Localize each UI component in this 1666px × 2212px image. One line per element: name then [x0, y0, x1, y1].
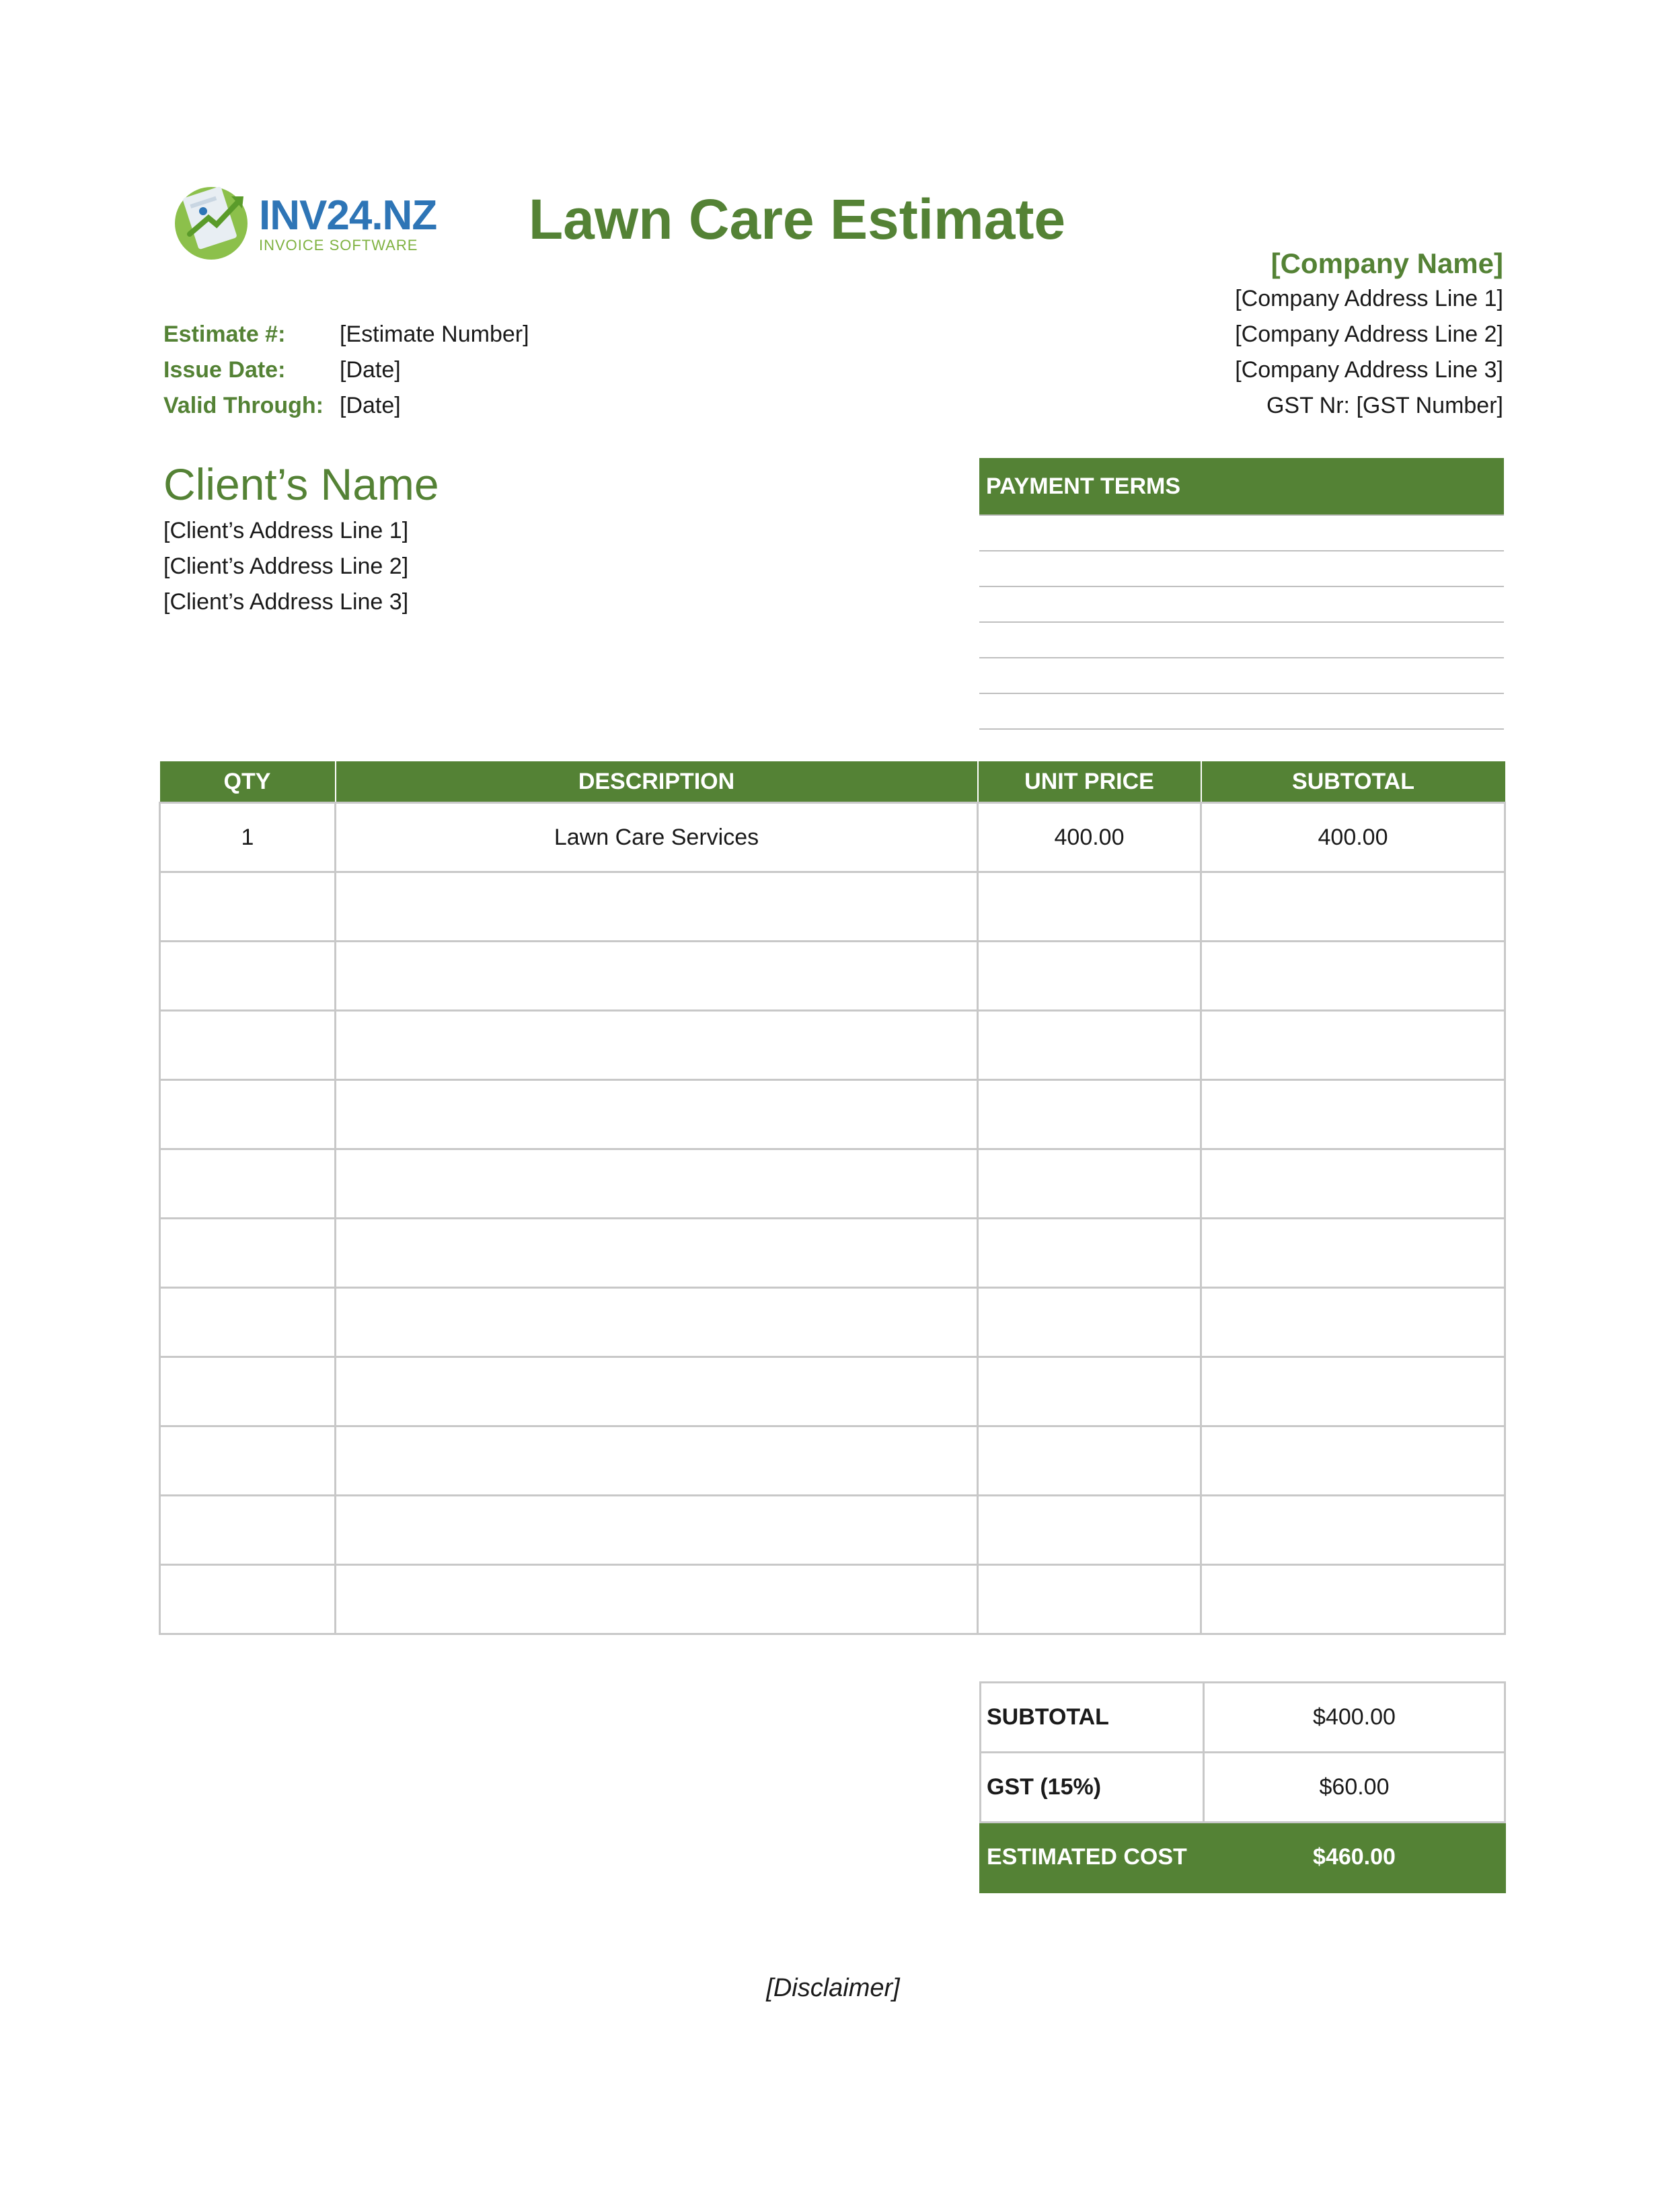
description-header: DESCRIPTION — [336, 761, 978, 803]
description-cell — [336, 1496, 978, 1565]
description-cell — [336, 1288, 978, 1357]
unit-price-cell — [978, 1149, 1201, 1219]
subtotal-cell — [1201, 1565, 1505, 1634]
payment-terms-line — [979, 550, 1504, 551]
line-items-table — [159, 761, 1506, 1635]
valid-through-value: [Date] — [340, 393, 401, 418]
unit-price-cell — [978, 872, 1201, 942]
company-address-line-1: [Company Address Line 1] — [1235, 286, 1503, 311]
qty-cell: 1 — [160, 803, 336, 872]
table-row — [160, 1080, 1505, 1149]
description-cell — [336, 1357, 978, 1426]
gst-row — [981, 1753, 1505, 1823]
description-cell — [336, 1011, 978, 1080]
qty-cell — [160, 1011, 336, 1080]
qty-cell — [160, 1357, 336, 1426]
description-cell — [336, 1219, 978, 1288]
line-items-body — [160, 803, 1505, 1634]
subtotal-row — [981, 1683, 1505, 1753]
company-address-line-3: [Company Address Line 3] — [1235, 357, 1503, 383]
estimated-cost-value: $460.00 — [1204, 1823, 1505, 1893]
description-cell — [336, 1149, 978, 1219]
unit-price-cell — [978, 1288, 1201, 1357]
table-header-row — [160, 761, 1505, 803]
description-cell — [336, 872, 978, 942]
totals-table — [979, 1681, 1506, 1893]
unit-price-header: UNIT PRICE — [978, 761, 1201, 803]
qty-cell — [160, 1565, 336, 1634]
estimate-number-label: Estimate #: — [163, 321, 286, 347]
company-name: [Company Name] — [1271, 247, 1503, 279]
qty-cell — [160, 942, 336, 1011]
table-row — [160, 1288, 1505, 1357]
qty-cell — [160, 1288, 336, 1357]
table-row — [160, 942, 1505, 1011]
unit-price-cell — [978, 1011, 1201, 1080]
qty-cell — [160, 872, 336, 942]
unit-price-cell — [978, 942, 1201, 1011]
unit-price-cell — [978, 1496, 1201, 1565]
subtotal-value: $400.00 — [1204, 1683, 1505, 1753]
subtotal-cell — [1201, 1080, 1505, 1149]
subtotal-label: SUBTOTAL — [981, 1683, 1204, 1753]
unit-price-cell — [978, 1565, 1201, 1634]
description-cell — [336, 1080, 978, 1149]
table-row — [160, 1357, 1505, 1426]
table-row — [160, 803, 1505, 872]
gst-label: GST (15%) — [981, 1753, 1204, 1823]
payment-terms-line — [979, 693, 1504, 694]
qty-cell — [160, 1426, 336, 1496]
estimated-cost-label: ESTIMATED COST — [981, 1823, 1204, 1893]
client-name: Client’s Name — [163, 459, 439, 509]
qty-header: QTY — [160, 761, 336, 803]
valid-through-label: Valid Through: — [163, 393, 324, 418]
logo-brand: INV24.NZ — [259, 192, 437, 239]
table-row — [160, 1219, 1505, 1288]
qty-cell — [160, 1149, 336, 1219]
subtotal-cell — [1201, 942, 1505, 1011]
description-cell: Lawn Care Services — [336, 803, 978, 872]
gst-value: $60.00 — [1204, 1753, 1505, 1823]
payment-terms-line — [979, 514, 1504, 516]
estimate-number-value: [Estimate Number] — [340, 321, 529, 347]
subtotal-cell — [1201, 1426, 1505, 1496]
client-address-line-1: [Client’s Address Line 1] — [163, 518, 409, 543]
issue-date-label: Issue Date: — [163, 357, 286, 383]
subtotal-cell: 400.00 — [1201, 803, 1505, 872]
qty-cell — [160, 1219, 336, 1288]
payment-terms-line — [979, 586, 1504, 587]
disclaimer: [Disclaimer] — [766, 1974, 900, 2002]
client-address-line-2: [Client’s Address Line 2] — [163, 554, 409, 579]
description-cell — [336, 942, 978, 1011]
document-title-text: Lawn Care Estimate — [528, 188, 1066, 251]
table-row — [160, 1496, 1505, 1565]
table-row — [160, 1149, 1505, 1219]
payment-terms-line — [979, 728, 1504, 730]
subtotal-cell — [1201, 872, 1505, 942]
client-address-line-3: [Client’s Address Line 3] — [163, 589, 409, 615]
issue-date-value: [Date] — [340, 357, 401, 383]
document-title — [0, 187, 1594, 252]
payment-terms-line — [979, 657, 1504, 658]
subtotal-cell — [1201, 1219, 1505, 1288]
payment-terms-heading: PAYMENT TERMS — [979, 458, 1504, 514]
unit-price-cell: 400.00 — [978, 803, 1201, 872]
table-row — [160, 1426, 1505, 1496]
subtotal-cell — [1201, 1357, 1505, 1426]
unit-price-cell — [978, 1080, 1201, 1149]
subtotal-cell — [1201, 1496, 1505, 1565]
subtotal-cell — [1201, 1288, 1505, 1357]
unit-price-cell — [978, 1219, 1201, 1288]
unit-price-cell — [978, 1357, 1201, 1426]
payment-terms-line — [979, 621, 1504, 623]
table-row — [160, 1011, 1505, 1080]
subtotal-cell — [1201, 1011, 1505, 1080]
unit-price-cell — [978, 1426, 1201, 1496]
estimated-cost-row — [981, 1823, 1505, 1893]
qty-cell — [160, 1080, 336, 1149]
table-row — [160, 1565, 1505, 1634]
logo-tagline: INVOICE SOFTWARE — [259, 237, 418, 254]
description-cell — [336, 1426, 978, 1496]
company-gst-number: GST Nr: [GST Number] — [1266, 393, 1503, 418]
description-cell — [336, 1565, 978, 1634]
subtotal-cell — [1201, 1149, 1505, 1219]
subtotal-header: SUBTOTAL — [1201, 761, 1505, 803]
qty-cell — [160, 1496, 336, 1565]
table-row — [160, 872, 1505, 942]
company-address-line-2: [Company Address Line 2] — [1235, 321, 1503, 347]
